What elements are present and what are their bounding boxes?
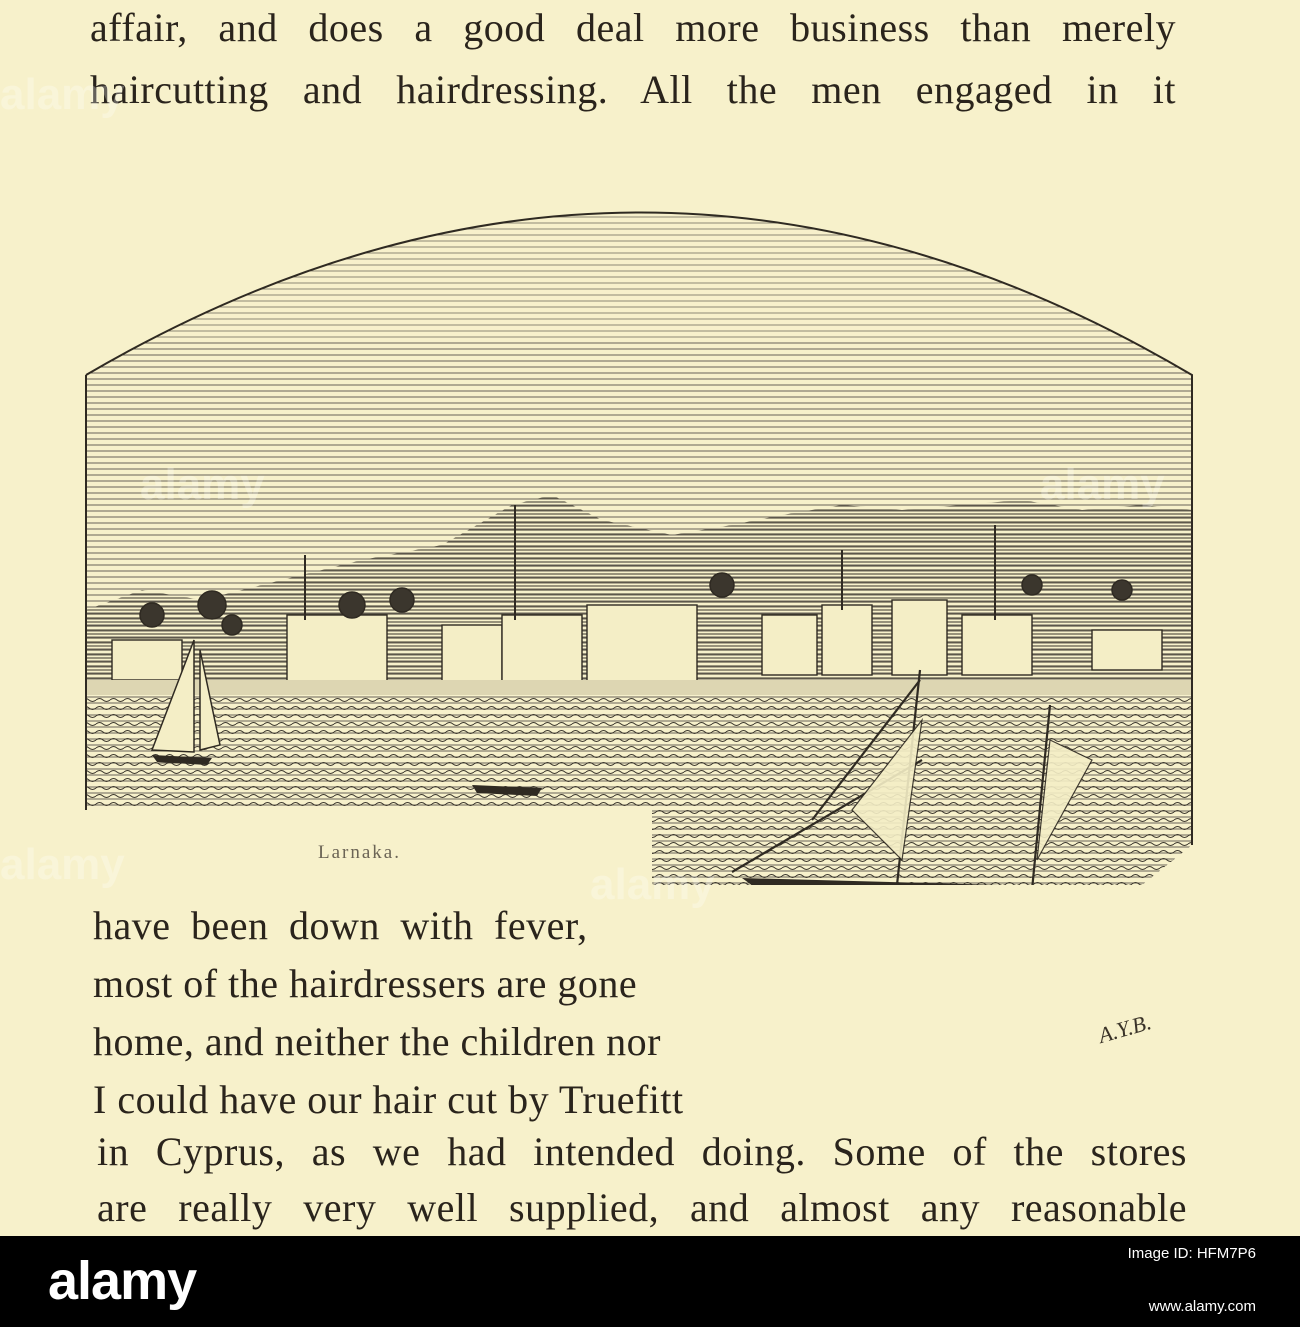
larnaka-engraving [82, 160, 1202, 890]
image-id: Image ID: HFM7P6 [1127, 1245, 1256, 1262]
text-line-4: most of the hairdressers are gone [93, 961, 638, 1006]
stock-footer [0, 1236, 1300, 1327]
watermark-2: alamy [140, 460, 265, 509]
watermark-5: alamy [590, 860, 715, 909]
website-link[interactable]: www.alamy.com [1148, 1298, 1256, 1315]
text-line-7: in Cyprus, as we had intended doing. Some of the stores [97, 1129, 1187, 1174]
figure-caption: Larnaka. [318, 842, 401, 863]
watermark-1: alamy [0, 70, 125, 119]
alamy-logo[interactable]: alamy [48, 1251, 197, 1311]
text-line-6: I could have our hair cut by Truefitt [93, 1077, 684, 1122]
text-line-8: are really very well supplied, and almost any reasonable [97, 1185, 1187, 1230]
text-line-1: affair, and does a good deal more business than merely [90, 5, 1176, 50]
watermark-4: alamy [0, 840, 125, 889]
engraver-signature: A.Y.B. [1095, 1009, 1154, 1048]
text-line-2: haircutting and hairdressing. All the men engaged in it [90, 67, 1176, 112]
text-line-5: home, and neither the children nor [93, 1019, 661, 1064]
watermark-3: alamy [1040, 460, 1165, 509]
text-line-3: have been down with fever, [93, 903, 588, 948]
